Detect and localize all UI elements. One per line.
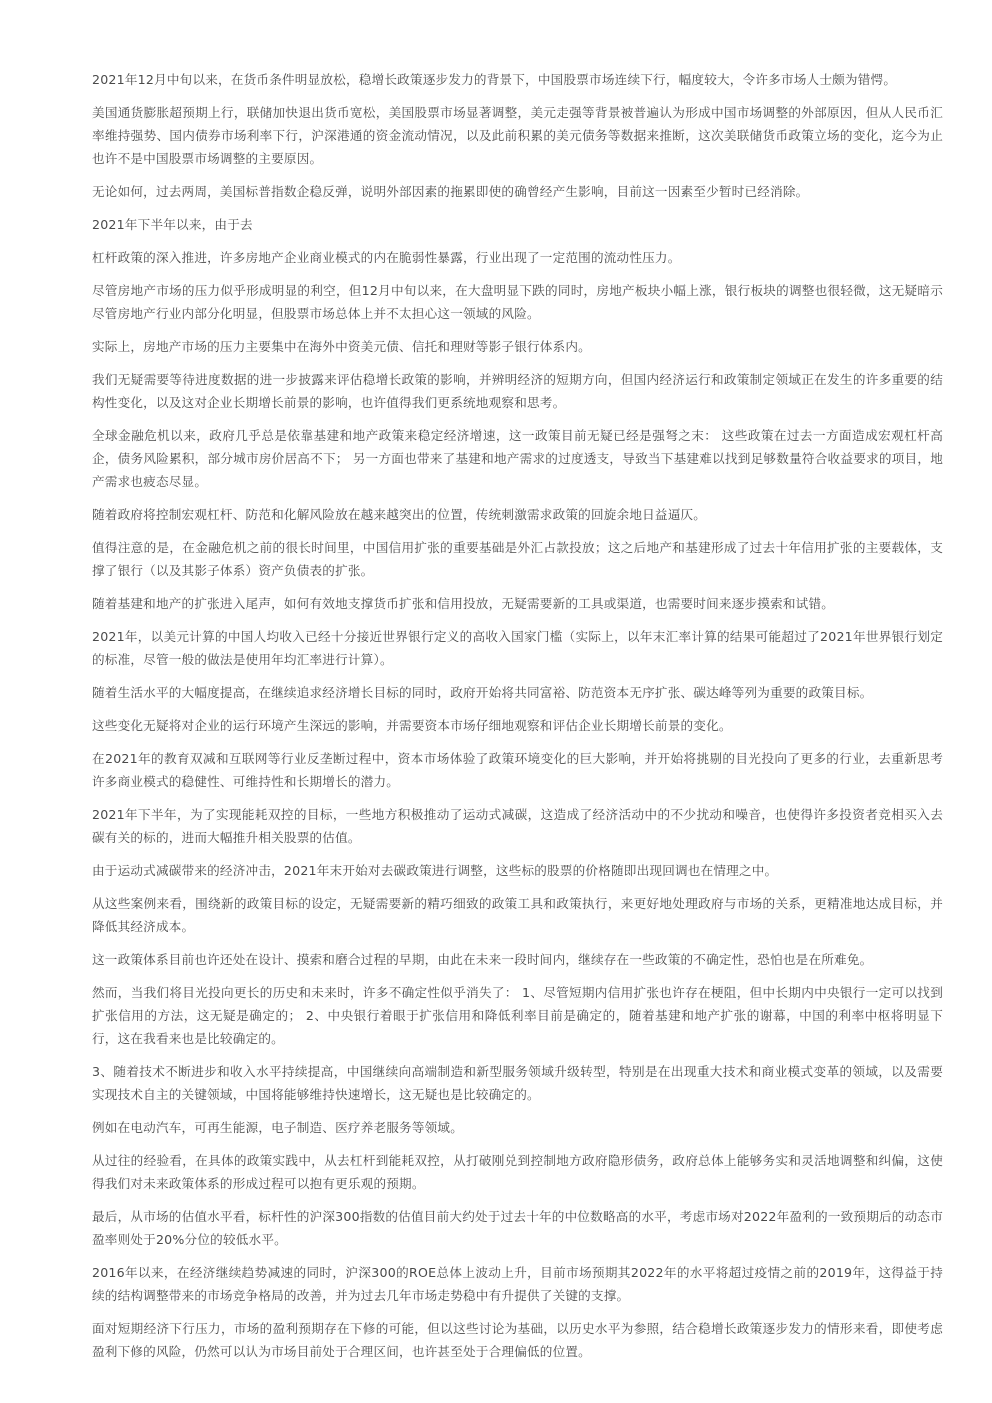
paragraph: 2021年12月中旬以来，在货币条件明显放松，稳增长政策逐步发力的背景下，中国股票市场连续下行，幅度较大，令许多市场人士颇为错愕。 [92, 72, 897, 87]
paragraph: 由于运动式减碳带来的经济冲击，2021年末开始对去碳政策进行调整，这些标的股票的价格随即出现回调也在情理之中。 [92, 863, 778, 878]
paragraph: 值得注意的是，在金融危机之前的很长时间里，中国信用扩张的重要基础是外汇占款投放；这之后地产和基建形成了过去十年信用扩张的主要载体，支撑了银行（以及其影子体系）资产负债表的扩张。 [92, 540, 943, 578]
paragraph: 尽管房地产市场的压力似乎形成明显的利空，但12月中旬以来，在大盘明显下跌的同时，房地产板块小幅上涨，银行板块的调整也很轻微，这无疑暗示尽管房地产行业内部分化明显，但股票市场总体上并不太担心这一领域的风险。 [92, 283, 943, 321]
paragraph: 全球金融危机以来，政府几乎总是依靠基建和地产政策来稳定经济增速，这一政策目前无疑已经是强弩之末： 这些政策在过去一方面造成宏观杠杆高企，债务风险累积，部分城市房价居高不下； 另一方面也带来了基建和地产需求的过度透支，导致当下基建难以找到足够数量符合收益要求的项目，地产需求也疲态尽显。 [92, 428, 943, 489]
paragraph: 美国通货膨胀超预期上行，联储加快退出货币宽松，美国股票市场显著调整，美元走强等背景被普遍认为形成中国市场调整的外部原因，但从人民币汇率维持强势、国内债券市场利率下行，沪深港通的资金流动情况，以及此前积累的美元债务等数据来推断，这次美联储货币政策立场的变化，迄今为止也许不是中国股票市场调整的主要原因。 [92, 105, 943, 166]
paragraph: 随着基建和地产的扩张进入尾声，如何有效地支撑货币扩张和信用投放，无疑需要新的工具或渠道，也需要时间来逐步摸索和试错。 [92, 596, 835, 611]
paragraph: 例如在电动汽车，可再生能源，电子制造、医疗养老服务等领域。 [92, 1120, 464, 1135]
paragraph: 面对短期经济下行压力，市场的盈利预期存在下修的可能，但以这些讨论为基础，以历史水平为参照，结合稳增长政策逐步发力的情形来看，即使考虑盈利下修的风险，仍然可以认为市场目前处于合理区间，也许甚至处于合理偏低的位置。 [92, 1321, 943, 1359]
paragraph: 我们无疑需要等待进度数据的进一步披露来评估稳增长政策的影响，并辨明经济的短期方向，但国内经济运行和政策制定领域正在发生的许多重要的结构性变化，以及这对企业长期增长前景的影响，也许值得我们更系统地观察和思考。 [92, 372, 943, 410]
paragraph: 随着生活水平的大幅度提高，在继续追求经济增长目标的同时，政府开始将共同富裕、防范资本无序扩张、碳达峰等列为重要的政策目标。 [92, 685, 873, 700]
paragraph: 无论如何，过去两周，美国标普指数企稳反弹，说明外部因素的拖累即使的确曾经产生影响，目前这一因素至少暂时已经消除。 [92, 184, 809, 199]
paragraph: 最后，从市场的估值水平看，标杆性的沪深300指数的估值目前大约处于过去十年的中位数略高的水平，考虑市场对2022年盈利的一致预期后的动态市盈率则处于20%分位的较低水平。 [92, 1209, 943, 1247]
paragraph: 随着政府将控制宏观杠杆、防范和化解风险放在越来越突出的位置，传统刺激需求政策的回旋余地日益逼仄。 [92, 507, 707, 522]
paragraph: 杠杆政策的深入推进，许多房地产企业商业模式的内在脆弱性暴露，行业出现了一定范围的流动性压力。 [92, 250, 681, 265]
paragraph: 实际上，房地产市场的压力主要集中在海外中资美元债、信托和理财等影子银行体系内。 [92, 339, 591, 354]
paragraph: 3、随着技术不断进步和收入水平持续提高，中国继续向高端制造和新型服务领域升级转型，特别是在出现重大技术和商业模式变革的领域，以及需要实现技术自主的关键领域，中国将能够维持快速增长，这无疑也是比较确定的。 [92, 1064, 943, 1102]
paragraph: 然而，当我们将目光投向更长的历史和未来时，许多不确定性似乎消失了： 1、尽管短期内信用扩张也许存在梗阻，但中长期内中央银行一定可以找到扩张信用的方法，这无疑是确定的； 2、中央银行着眼于扩张信用和降低利率目前是确定的，随着基建和地产扩张的谢幕，中国的利率中枢将明显下行，这在我看来也是比较确定的。 [92, 985, 943, 1046]
paragraph: 2021年下半年以来，由于去 [92, 217, 253, 232]
paragraph: 2021年下半年，为了实现能耗双控的目标，一些地方积极推动了运动式减碳，这造成了经济活动中的不少扰动和噪音，也使得许多投资者竞相买入去碳有关的标的，进而大幅推升相关股票的估值。 [92, 807, 943, 845]
paragraph: 2016年以来，在经济继续趋势减速的同时，沪深300的ROE总体上波动上升，目前市场预期其2022年的水平将超过疫情之前的2019年，这得益于持续的结构调整带来的市场竞争格局的改善，并为过去几年市场走势稳中有升提供了关键的支撑。 [92, 1265, 943, 1303]
paragraph: 在2021年的教育双减和互联网等行业反垄断过程中，资本市场体验了政策环境变化的巨大影响，并开始将挑剔的目光投向了更多的行业，去重新思考许多商业模式的稳健性、可维持性和长期增长的潜力。 [92, 751, 943, 789]
paragraph: 从过往的经验看，在具体的政策实践中，从去杠杆到能耗双控，从打破刚兑到控制地方政府隐形债务，政府总体上能够务实和灵活地调整和纠偏，这使得我们对未来政策体系的形成过程可以抱有更乐观的预期。 [92, 1153, 943, 1191]
paragraph: 这一政策体系目前也许还处在设计、摸索和磨合过程的早期，由此在未来一段时间内，继续存在一些政策的不确定性，恐怕也是在所难免。 [92, 952, 873, 967]
document-body [92, 68, 943, 1373]
paragraph: 2021年，以美元计算的中国人均收入已经十分接近世界银行定义的高收入国家门槛（实际上，以年末汇率计算的结果可能超过了2021年世界银行划定的标准，尽管一般的做法是使用年均汇率进行计算）。 [92, 629, 943, 667]
paragraph: 从这些案例来看，围绕新的政策目标的设定，无疑需要新的精巧细致的政策工具和政策执行，来更好地处理政府与市场的关系，更精准地达成目标，并降低其经济成本。 [92, 896, 943, 934]
paragraph: 这些变化无疑将对企业的运行环境产生深远的影响，并需要资本市场仔细地观察和评估企业长期增长前景的变化。 [92, 718, 732, 733]
